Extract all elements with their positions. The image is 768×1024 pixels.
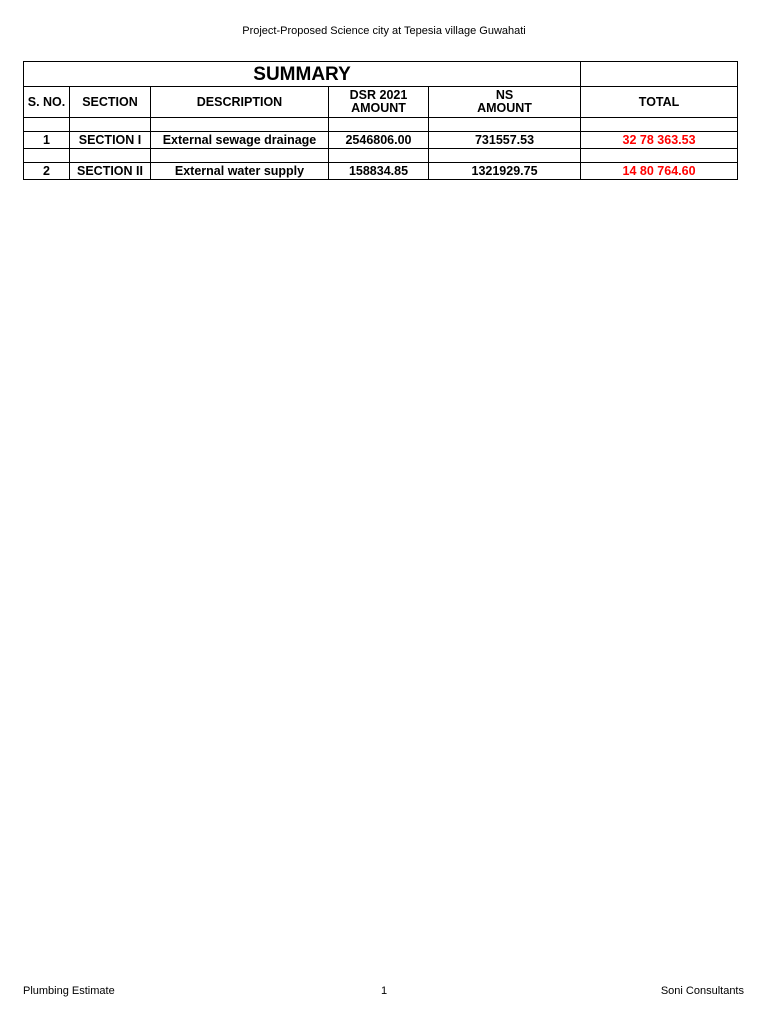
footer-company-name: Soni Consultants [660,985,744,997]
row-section: SECTION II [70,163,151,180]
col-header-dsr-line2: AMOUNT [351,101,406,115]
row-dsr-amount: 158834.85 [329,163,429,180]
row-total: 32 78 363.53 [581,132,738,149]
col-header-ns-line2: AMOUNT [477,101,532,115]
row-description: External sewage drainage [151,132,329,149]
row-sno: 2 [24,163,70,180]
row-dsr-amount: 2546806.00 [329,132,429,149]
summary-title-blank-cell [581,62,738,87]
row-ns-amount: 1321929.75 [429,163,581,180]
col-header-section: SECTION [70,87,151,118]
column-header-row [24,87,738,118]
spacer-row [24,118,738,132]
spacer-row [24,149,738,163]
table-row [24,132,738,149]
col-header-dsr-amount [329,87,429,118]
project-header: Project-Proposed Science city at Tepesia village Guwahati [242,25,526,37]
col-header-dsr-line1: DSR 2021 [349,88,408,102]
summary-title: SUMMARY [24,62,581,87]
col-header-description: DESCRIPTION [151,87,329,118]
row-section: SECTION I [70,132,151,149]
table-row [24,163,738,180]
col-header-ns-amount [429,87,581,118]
summary-table [23,61,738,180]
row-ns-amount: 731557.53 [429,132,581,149]
row-total: 14 80 764.60 [581,163,738,180]
col-header-sno: S. NO. [24,87,70,118]
summary-title-row [24,62,738,87]
col-header-total: TOTAL [581,87,738,118]
col-header-ns-line1: NS [495,88,514,102]
row-sno: 1 [24,132,70,149]
footer-document-name: Plumbing Estimate [23,985,115,997]
row-description: External water supply [151,163,329,180]
footer-page-number: 1 [380,985,388,997]
